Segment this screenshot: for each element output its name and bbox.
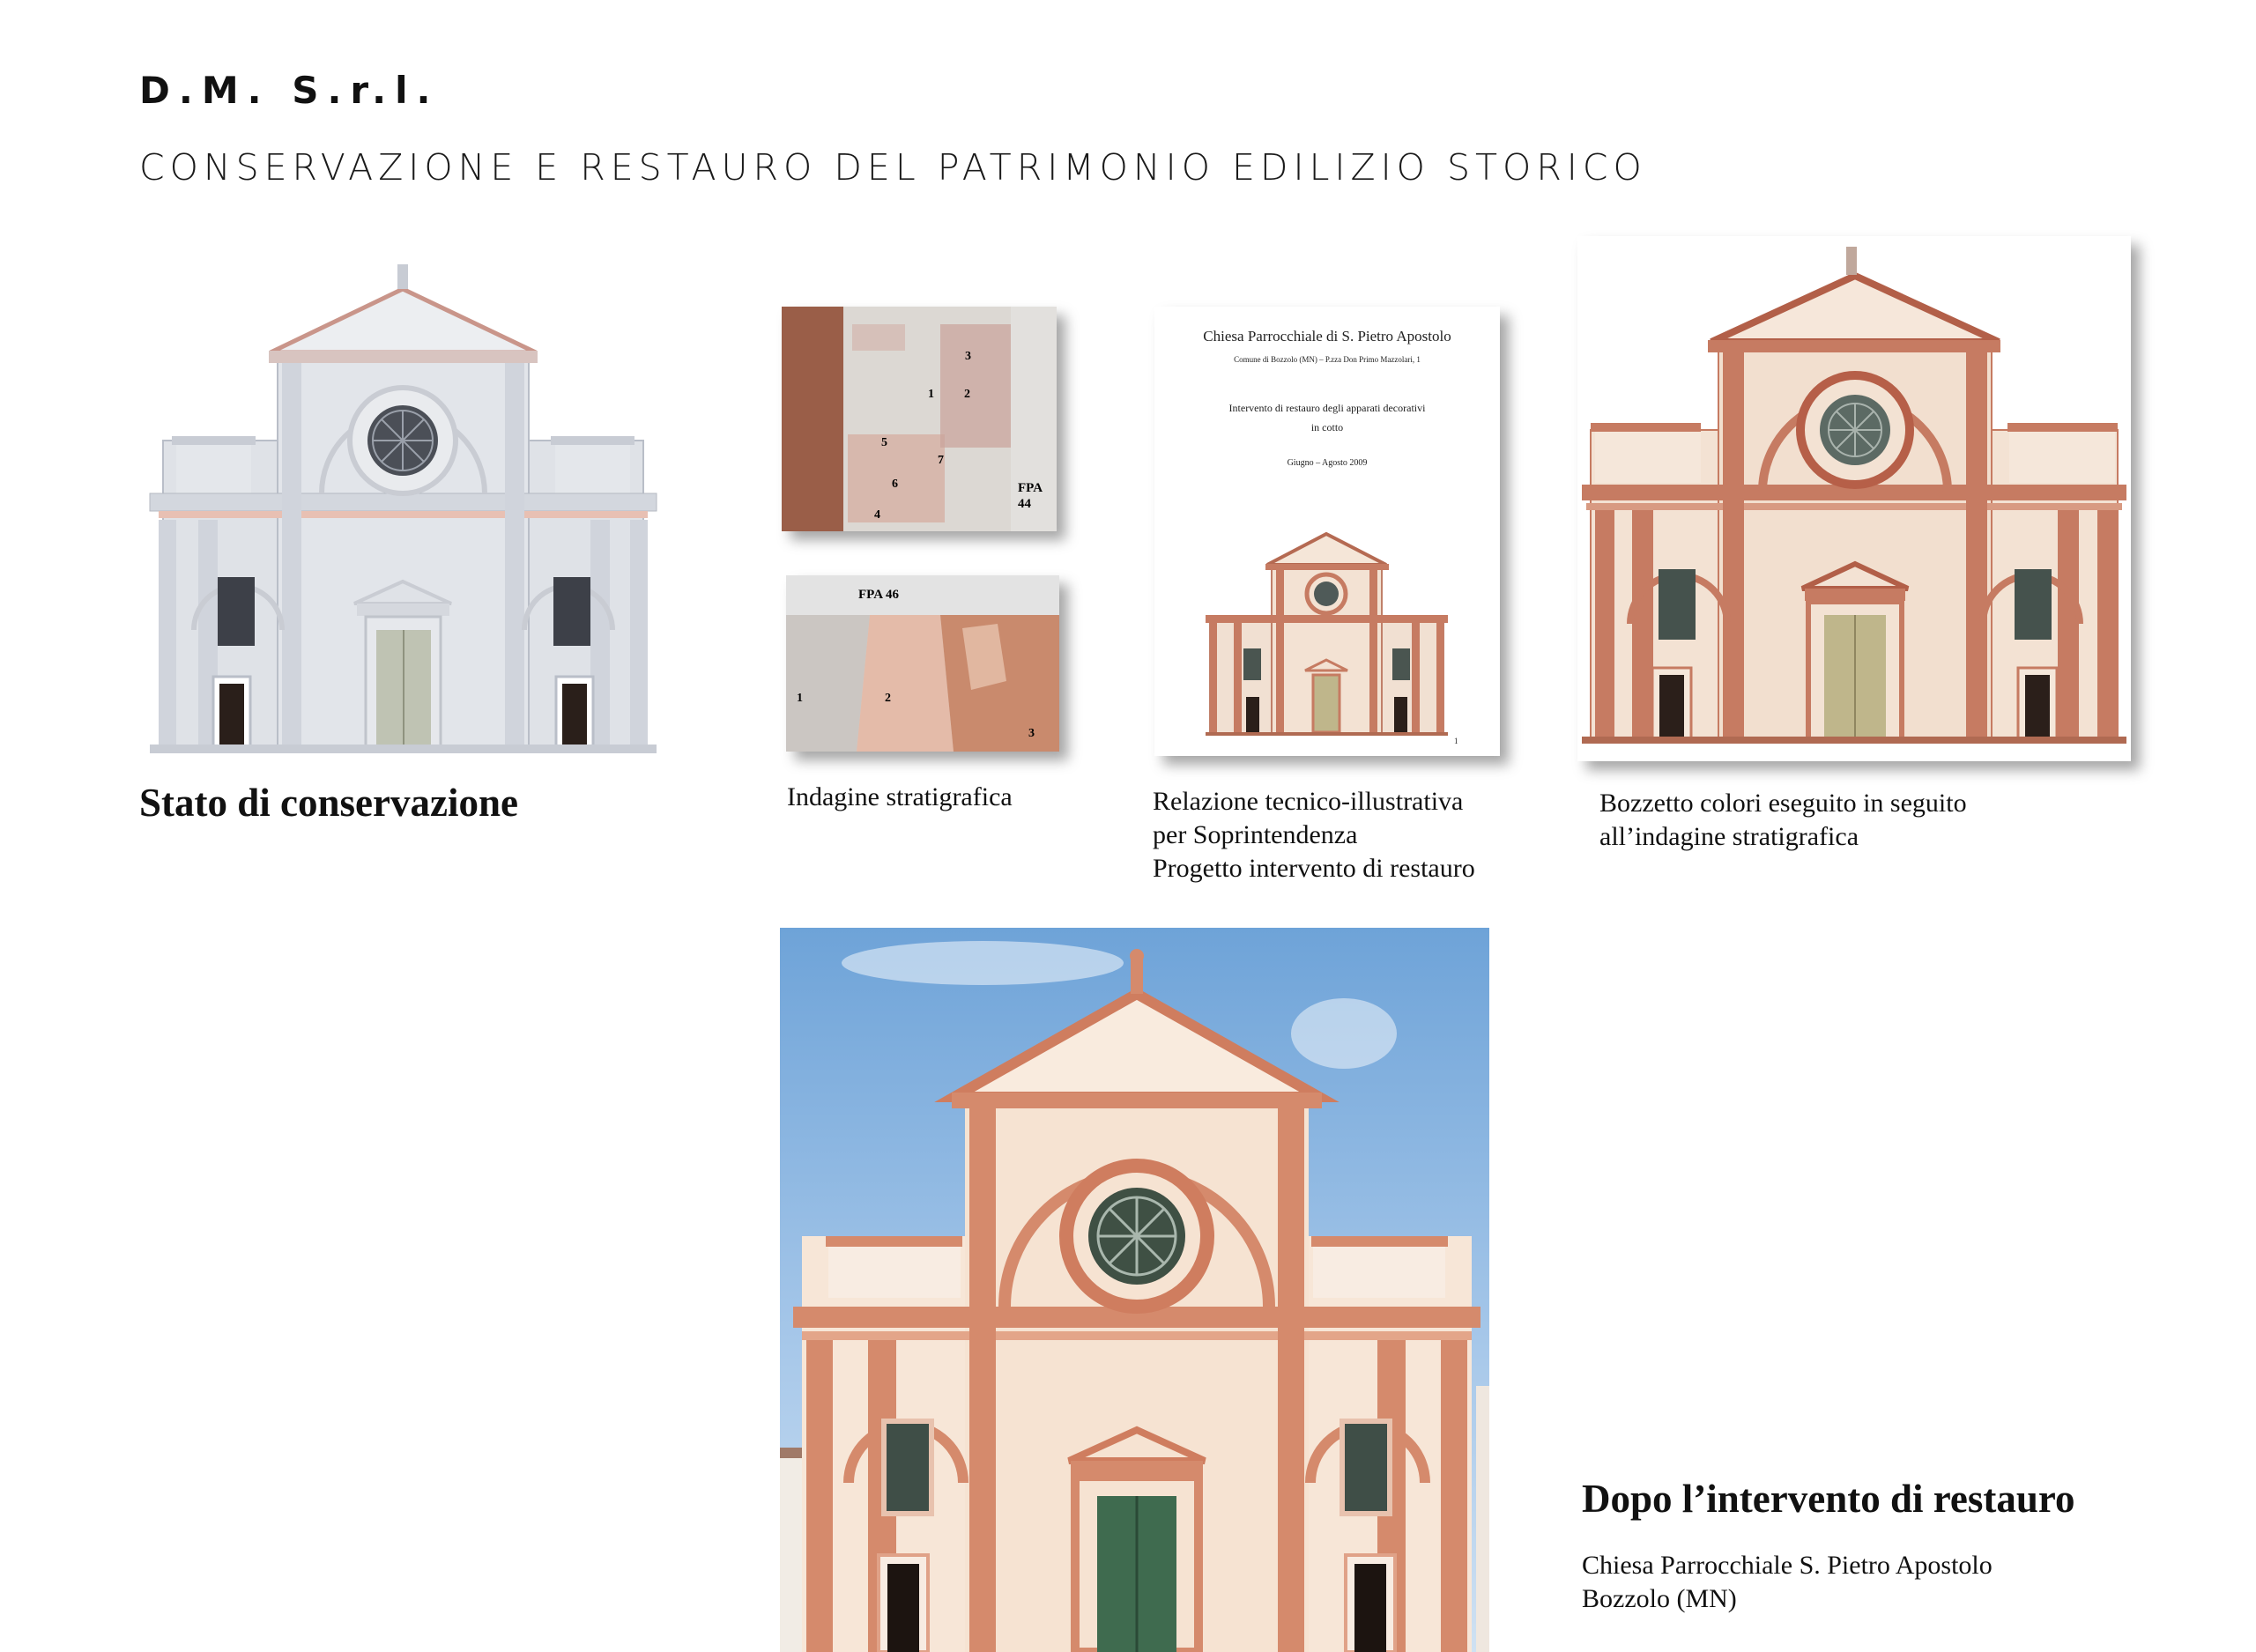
marker: 3 bbox=[1028, 727, 1035, 740]
marker: 1 bbox=[928, 388, 934, 401]
company-name: D.M. S.r.l. bbox=[139, 69, 440, 112]
doc-subject: Intervento di restauro degli apparati decorativi in cotto bbox=[1228, 402, 1426, 433]
doc-page-number: 1 bbox=[1454, 737, 1458, 745]
facade-before-image bbox=[145, 256, 661, 762]
caption-relazione: Relazione tecnico-illustrativa per Soprintendenza Progetto intervento di restauro bbox=[1153, 787, 1475, 883]
marker: 7 bbox=[938, 454, 944, 467]
sample-label-line1: FPA bbox=[1018, 481, 1043, 495]
sample-label: FPA 46 bbox=[858, 588, 899, 602]
sample-label-line2: 44 bbox=[1018, 497, 1031, 511]
company-tagline: CONSERVAZIONE E RESTAURO DEL PATRIMONIO EDILIZIO STORICO bbox=[139, 146, 1647, 189]
facade-before-drawing bbox=[145, 256, 661, 762]
marker: 5 bbox=[881, 436, 887, 449]
marker: 4 bbox=[874, 508, 880, 522]
report-document-thumbnail bbox=[1154, 307, 1500, 756]
doc-title: Chiesa Parrocchiale di S. Pietro Apostolo bbox=[1203, 328, 1451, 344]
caption-dopo-title: Dopo l’intervento di restauro bbox=[1582, 1477, 2075, 1521]
marker: 2 bbox=[964, 388, 970, 401]
marker: 2 bbox=[885, 692, 891, 705]
color-sketch-image bbox=[1577, 236, 2131, 761]
facade-after-photo bbox=[780, 928, 1489, 1652]
doc-facade-drawing bbox=[1206, 516, 1448, 737]
caption-stato: Stato di conservazione bbox=[139, 781, 518, 825]
marker: 3 bbox=[965, 350, 971, 363]
caption-dopo-location: Chiesa Parrocchiale S. Pietro Apostolo Bozzolo (MN) bbox=[1582, 1551, 1993, 1613]
caption-bozzetto: Bozzetto colori eseguito in seguito all’indagine stratigrafica bbox=[1599, 789, 1967, 851]
marker: 6 bbox=[892, 478, 898, 491]
doc-date: Giugno – Agosto 2009 bbox=[1287, 458, 1368, 468]
doc-address: Comune di Bozzolo (MN) – P.zza Don Primo Mazzolari, 1 bbox=[1234, 355, 1421, 364]
marker: 1 bbox=[797, 692, 803, 705]
stratigraphy-photo-1 bbox=[782, 307, 1057, 531]
caption-indagine: Indagine stratigrafica bbox=[787, 782, 1013, 811]
stratigraphy-photo-2 bbox=[786, 575, 1059, 752]
